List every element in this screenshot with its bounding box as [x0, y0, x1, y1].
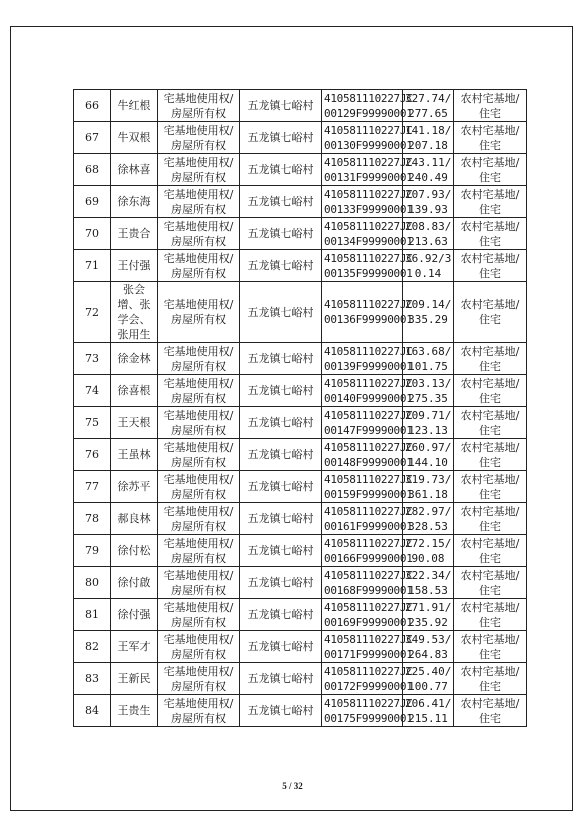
area-cell: 319.73/ 361.18	[403, 471, 454, 503]
area-cell: 209.71/ 123.13	[403, 407, 454, 439]
area-cell: 272.15/ 90.08	[403, 535, 454, 567]
table-row	[74, 343, 527, 375]
right-type-cell: 宅基地使用权/ 房屋所有权	[158, 471, 240, 503]
area-cell: 349.53/ 264.83	[403, 631, 454, 663]
unit-code-cell: 410581110227JC 00169F99990001	[322, 599, 403, 631]
owner-name-cell: 王贵生	[111, 695, 158, 727]
usage-cell: 农村宅基地/ 住宅	[454, 535, 527, 567]
row-number-cell: 72	[74, 282, 111, 343]
location-cell: 五龙镇七峪村	[240, 407, 322, 439]
unit-code-cell: 410581110227JC 00171F99990001	[322, 631, 403, 663]
area-cell: 209.14/ 335.29	[403, 282, 454, 343]
right-type-cell: 宅基地使用权/ 房屋所有权	[158, 218, 240, 250]
usage-cell: 农村宅基地/ 住宅	[454, 186, 527, 218]
row-number-cell: 71	[74, 250, 111, 282]
unit-code-cell: 410581110227JC 00139F99990001	[322, 343, 403, 375]
area-cell: 203.13/ 275.35	[403, 375, 454, 407]
location-cell: 五龙镇七峪村	[240, 535, 322, 567]
right-type-cell: 宅基地使用权/ 房屋所有权	[158, 599, 240, 631]
usage-cell: 农村宅基地/ 住宅	[454, 471, 527, 503]
owner-name-cell: 王贵合	[111, 218, 158, 250]
right-type-cell: 宅基地使用权/ 房屋所有权	[158, 663, 240, 695]
location-cell: 五龙镇七峪村	[240, 375, 322, 407]
usage-cell: 农村宅基地/ 住宅	[454, 407, 527, 439]
table-row	[74, 407, 527, 439]
area-cell: 36.92/3 0.14	[403, 250, 454, 282]
unit-code-cell: 410581110227JC 00147F99990001	[322, 407, 403, 439]
usage-cell: 农村宅基地/ 住宅	[454, 375, 527, 407]
row-number-cell: 77	[74, 471, 111, 503]
location-cell: 五龙镇七峪村	[240, 154, 322, 186]
property-records-table	[73, 89, 527, 727]
table-row	[74, 567, 527, 599]
area-cell: 260.97/ 144.10	[403, 439, 454, 471]
right-type-cell: 宅基地使用权/ 房屋所有权	[158, 154, 240, 186]
row-number-cell: 76	[74, 439, 111, 471]
unit-code-cell: 410581110227JC 00161F99990001	[322, 503, 403, 535]
right-type-cell: 宅基地使用权/ 房屋所有权	[158, 535, 240, 567]
table-row	[74, 218, 527, 250]
location-cell: 五龙镇七峪村	[240, 90, 322, 122]
location-cell: 五龙镇七峪村	[240, 663, 322, 695]
owner-name-cell: 王新民	[111, 663, 158, 695]
owner-name-cell: 徐林喜	[111, 154, 158, 186]
owner-name-cell: 郝良林	[111, 503, 158, 535]
row-number-cell: 80	[74, 567, 111, 599]
usage-cell: 农村宅基地/ 住宅	[454, 567, 527, 599]
unit-code-cell: 410581110227JC 00130F99990001	[322, 122, 403, 154]
right-type-cell: 宅基地使用权/ 房屋所有权	[158, 186, 240, 218]
owner-name-cell: 王军才	[111, 631, 158, 663]
unit-code-cell: 410581110227JC 00131F99990001	[322, 154, 403, 186]
unit-code-cell: 410581110227JC 00172F99990001	[322, 663, 403, 695]
right-type-cell: 宅基地使用权/ 房屋所有权	[158, 567, 240, 599]
row-number-cell: 84	[74, 695, 111, 727]
table-row	[74, 282, 527, 343]
row-number-cell: 68	[74, 154, 111, 186]
right-type-cell: 宅基地使用权/ 房屋所有权	[158, 90, 240, 122]
row-number-cell: 73	[74, 343, 111, 375]
usage-cell: 农村宅基地/ 住宅	[454, 343, 527, 375]
right-type-cell: 宅基地使用权/ 房屋所有权	[158, 122, 240, 154]
location-cell: 五龙镇七峪村	[240, 631, 322, 663]
usage-cell: 农村宅基地/ 住宅	[454, 503, 527, 535]
area-cell: 327.74/ 277.65	[403, 90, 454, 122]
unit-code-cell: 410581110227JC 00129F99990001	[322, 90, 403, 122]
right-type-cell: 宅基地使用权/ 房屋所有权	[158, 343, 240, 375]
area-cell: 271.91/ 235.92	[403, 599, 454, 631]
usage-cell: 农村宅基地/ 住宅	[454, 695, 527, 727]
right-type-cell: 宅基地使用权/ 房屋所有权	[158, 282, 240, 343]
owner-name-cell: 王付强	[111, 250, 158, 282]
usage-cell: 农村宅基地/ 住宅	[454, 439, 527, 471]
area-cell: 207.93/ 139.93	[403, 186, 454, 218]
location-cell: 五龙镇七峪村	[240, 343, 322, 375]
table-row	[74, 503, 527, 535]
location-cell: 五龙镇七峪村	[240, 471, 322, 503]
right-type-cell: 宅基地使用权/ 房屋所有权	[158, 695, 240, 727]
unit-code-cell: 410581110227JC 00159F99990001	[322, 471, 403, 503]
row-number-cell: 82	[74, 631, 111, 663]
table-row	[74, 695, 527, 727]
owner-name-cell: 牛双根	[111, 122, 158, 154]
owner-name-cell: 徐付啟	[111, 567, 158, 599]
unit-code-cell: 410581110227JC 00135F99990001	[322, 250, 403, 282]
usage-cell: 农村宅基地/ 住宅	[454, 218, 527, 250]
location-cell: 五龙镇七峪村	[240, 439, 322, 471]
right-type-cell: 宅基地使用权/ 房屋所有权	[158, 503, 240, 535]
unit-code-cell: 410581110227JC 00168F99990001	[322, 567, 403, 599]
page-number: 5 / 32	[282, 781, 303, 791]
usage-cell: 农村宅基地/ 住宅	[454, 631, 527, 663]
unit-code-cell: 410581110227JC 00140F99990001	[322, 375, 403, 407]
owner-name-cell: 牛红根	[111, 90, 158, 122]
usage-cell: 农村宅基地/ 住宅	[454, 282, 527, 343]
usage-cell: 农村宅基地/ 住宅	[454, 122, 527, 154]
table-row	[74, 90, 527, 122]
row-number-cell: 83	[74, 663, 111, 695]
unit-code-cell: 410581110227JC 00148F99990001	[322, 439, 403, 471]
location-cell: 五龙镇七峪村	[240, 695, 322, 727]
area-cell: 141.18/ 207.18	[403, 122, 454, 154]
table-row	[74, 631, 527, 663]
location-cell: 五龙镇七峪村	[240, 122, 322, 154]
owner-name-cell: 徐付强	[111, 599, 158, 631]
table-body	[74, 90, 527, 727]
owner-name-cell: 王天根	[111, 407, 158, 439]
table-row	[74, 186, 527, 218]
row-number-cell: 69	[74, 186, 111, 218]
table-row	[74, 599, 527, 631]
owner-name-cell: 徐苏平	[111, 471, 158, 503]
owner-name-cell: 徐付松	[111, 535, 158, 567]
row-number-cell: 78	[74, 503, 111, 535]
unit-code-cell: 410581110227JC 00166F99990001	[322, 535, 403, 567]
unit-code-cell: 410581110227JC 00175F99990001	[322, 695, 403, 727]
area-cell: 322.34/ 158.53	[403, 567, 454, 599]
owner-name-cell: 徐金林	[111, 343, 158, 375]
table-row	[74, 663, 527, 695]
location-cell: 五龙镇七峪村	[240, 599, 322, 631]
area-cell: 282.97/ 328.53	[403, 503, 454, 535]
usage-cell: 农村宅基地/ 住宅	[454, 663, 527, 695]
location-cell: 五龙镇七峪村	[240, 503, 322, 535]
area-cell: 206.41/ 215.11	[403, 695, 454, 727]
location-cell: 五龙镇七峪村	[240, 567, 322, 599]
table-row	[74, 471, 527, 503]
right-type-cell: 宅基地使用权/ 房屋所有权	[158, 407, 240, 439]
location-cell: 五龙镇七峪村	[240, 218, 322, 250]
usage-cell: 农村宅基地/ 住宅	[454, 154, 527, 186]
owner-name-cell: 徐东海	[111, 186, 158, 218]
unit-code-cell: 410581110227JC 00134F99990001	[322, 218, 403, 250]
unit-code-cell: 410581110227JC 00133F99990001	[322, 186, 403, 218]
table-row	[74, 439, 527, 471]
table-row	[74, 375, 527, 407]
usage-cell: 农村宅基地/ 住宅	[454, 250, 527, 282]
row-number-cell: 79	[74, 535, 111, 567]
unit-code-cell: 410581110227JC 00136F99990001	[322, 282, 403, 343]
row-number-cell: 67	[74, 122, 111, 154]
location-cell: 五龙镇七峪村	[240, 282, 322, 343]
table-row	[74, 154, 527, 186]
location-cell: 五龙镇七峪村	[240, 186, 322, 218]
right-type-cell: 宅基地使用权/ 房屋所有权	[158, 439, 240, 471]
row-number-cell: 81	[74, 599, 111, 631]
table-row	[74, 250, 527, 282]
area-cell: 208.83/ 213.63	[403, 218, 454, 250]
usage-cell: 农村宅基地/ 住宅	[454, 599, 527, 631]
table-row	[74, 535, 527, 567]
owner-name-cell: 王虽林	[111, 439, 158, 471]
right-type-cell: 宅基地使用权/ 房屋所有权	[158, 250, 240, 282]
right-type-cell: 宅基地使用权/ 房屋所有权	[158, 375, 240, 407]
right-type-cell: 宅基地使用权/ 房屋所有权	[158, 631, 240, 663]
location-cell: 五龙镇七峪村	[240, 250, 322, 282]
area-cell: 243.11/ 240.49	[403, 154, 454, 186]
usage-cell: 农村宅基地/ 住宅	[454, 90, 527, 122]
table-row	[74, 122, 527, 154]
row-number-cell: 70	[74, 218, 111, 250]
owner-name-cell: 徐喜根	[111, 375, 158, 407]
area-cell: 225.40/ 100.77	[403, 663, 454, 695]
row-number-cell: 74	[74, 375, 111, 407]
area-cell: 163.68/ 101.75	[403, 343, 454, 375]
owner-name-cell: 张会 增、张 学会、 张用生	[111, 282, 158, 343]
row-number-cell: 66	[74, 90, 111, 122]
row-number-cell: 75	[74, 407, 111, 439]
